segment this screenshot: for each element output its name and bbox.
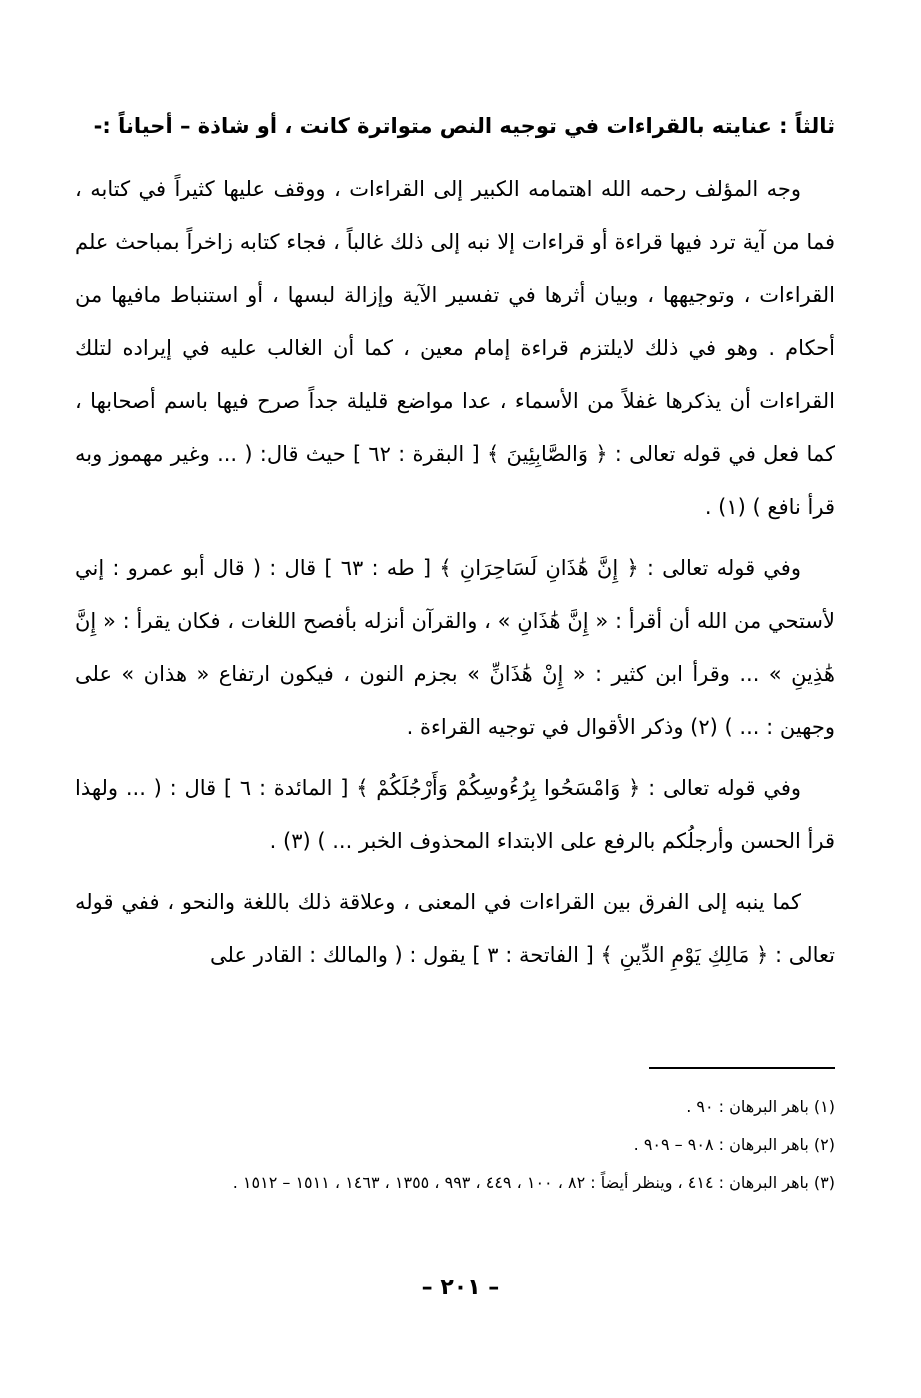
paragraph-intro: وجه المؤلف رحمه الله اهتمامه الكبير إلى القراءات ، ووقف عليها كثيراً في كتابه ، فما من آية ترد فيها قراءة أو قراءات إلا نبه إلى ذلك غالباً ، فجاء كتابه زاخراً بمباحث علم القراءات ، وتوجيهها ، وبيان أثرها في تفسير الآية وإزالة لبسها ، أو استنباط مافيها من أحكام . وهو في ذلك لايلتزم قراءة إمام معين ، كما أن الغالب عليه في إيراده لتلك القراءات أن يذكرها غفلاً من الأسماء ، عدا مواضع قليلة جداً صرح فيها باسم أصحابها ، كما فعل في قوله تعالى : ﴿ وَالصَّابِئِينَ ﴾ [ البقرة : ٦٢ ] حيث قال: ( ... وغير مهموز وبه قرأ نافع ) (١) . — [75, 177, 835, 519]
footnote-2: (٢) باهر البرهان : ٩٠٨ – ٩٠٩ . — [633, 1135, 835, 1154]
footnote-1: (١) باهر البرهان : ٩٠ . — [686, 1097, 835, 1116]
paragraph-fatiha-example: كما ينبه إلى الفرق بين القراءات في المعنى ، وعلاقة ذلك باللغة والنحو ، ففي قوله تعالى : ﴿ مَالِكِ يَوْمِ الدِّينِ ﴾ [ الفاتحة : ٣ ] يقول : ( والمالك : القادر على — [75, 890, 835, 967]
main-text — [75, 100, 835, 982]
paragraph-maidah-example: وفي قوله تعالى : ﴿ وَامْسَحُوا بِرُءُوسِكُمْ وَأَرْجُلَكُمْ ﴾ [ المائدة : ٦ ] قال : ( ... ولهذا قرأ الحسن وأرجلُكم بالرفع على الابتداء المحذوف الخبر ... ) (٣) . — [75, 776, 835, 853]
section-heading: ثالثاً : عنايته بالقراءات في توجيه النص متواترة كانت ، أو شاذة – أحياناً :- — [93, 114, 835, 138]
footnote-divider — [649, 1067, 835, 1069]
page-number: – ٢٠١ – — [421, 1275, 500, 1300]
paragraph-taha-example: وفي قوله تعالى : ﴿ إِنَّ هَٰذَانِ لَسَاحِرَانِ ﴾ [ طه : ٦٣ ] قال : ( قال أبو عمرو : إني لأستحي من الله أن أقرأ : « إِنَّ هَٰذَانِ » ، والقرآن أنزله بأفصح اللغات ، فكان يقرأ : « إِنَّ هَٰذِينِ » ... وقرأ ابن كثير : « إِنْ هَٰذَانِّ » بجزم النون ، فيكون ارتفاع « هذان » على وجهين : ... ) (٢) وذكر الأقوال في توجيه القراءة . — [75, 556, 835, 739]
footnotes — [75, 1088, 835, 1202]
footnote-3: (٣) باهر البرهان : ٤١٤ ، وينظر أيضاً : ٨٢ ، ١٠٠ ، ٤٤٩ ، ٩٩٣ ، ١٣٥٥ ، ١٤٦٣ ، ١٥١١ – ١٥١٢ . — [232, 1173, 835, 1192]
